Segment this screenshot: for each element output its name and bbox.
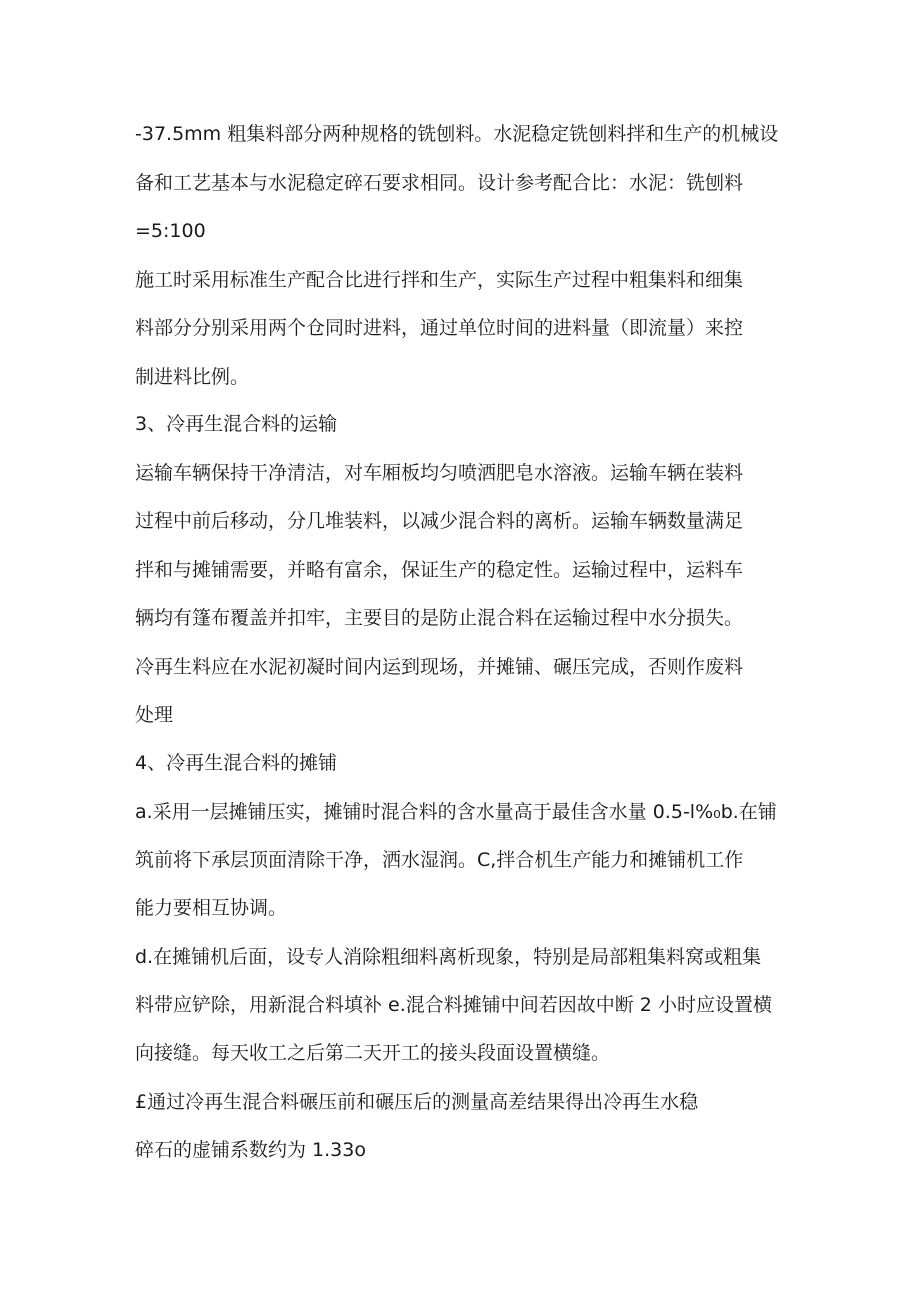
text-line: £通过冷再生混合料碾压前和碾压后的测量高差结果得出冷再生水稳 bbox=[135, 1091, 699, 1113]
text-line: 施工时采用标准生产配合比进行拌和生产，实际生产过程中粗集料和细集 bbox=[135, 269, 744, 291]
text-line: 制进料比例。 bbox=[135, 366, 250, 388]
text-line: -37.5mm 粗集料部分两种规格的铣刨料。水泥稳定铣刨料拌和生产的机械设 bbox=[135, 123, 779, 145]
text-line: 过程中前后移动，分几堆装料，以减少混合料的离析。运输车辆数量满足 bbox=[135, 510, 744, 532]
text-line: 备和工艺基本与水泥稳定碎石要求相同。设计参考配合比：水泥：铣刨料 bbox=[135, 172, 744, 194]
text-line: d.在摊铺机后面，设专人消除粗细料离析现象，特别是局部粗集料窝或粗集 bbox=[135, 946, 762, 968]
text-line: 碎石的虚铺系数约为 1.33o bbox=[135, 1139, 366, 1161]
text-line: 辆均有篷布覆盖并扣牢，主要目的是防止混合料在运输过程中水分损失。 bbox=[135, 607, 744, 629]
text-line: 拌和与摊铺需要，并略有富余，保证生产的稳定性。运输过程中，运料车 bbox=[135, 559, 744, 581]
text-line: 料部分分别采用两个仓同时进料，通过单位时间的进料量（即流量）来控 bbox=[135, 317, 744, 339]
text-line: 料带应铲除，用新混合料填补 e.混合料摊铺中间若因故中断 2 小时应设置横 bbox=[135, 994, 772, 1016]
section-heading: 4、冷再生混合料的摊铺 bbox=[135, 752, 338, 774]
section-heading: 3、冷再生混合料的运输 bbox=[135, 413, 338, 435]
text-line: 冷再生料应在水泥初凝时间内运到现场，并摊铺、碾压完成，否则作废料 bbox=[135, 656, 744, 678]
text-line: 向接缝。每天收工之后第二天开工的接头段面设置横缝。 bbox=[135, 1042, 611, 1064]
text-line: 处理 bbox=[135, 704, 174, 726]
text-line: =5:100 bbox=[135, 220, 206, 242]
text-line: a.采用一层摊铺压实，摊铺时混合料的含水量高于最佳含水量 0.5-l%₀b.在铺 bbox=[135, 801, 777, 823]
text-line: 能力要相互协调。 bbox=[135, 897, 288, 919]
text-line: 筑前将下承层顶面清除干净，洒水湿润。C,拌合机生产能力和摊铺机工作 bbox=[135, 849, 744, 871]
text-line: 运输车辆保持干净清洁，对车厢板均匀喷洒肥皂水溶液。运输车辆在装料 bbox=[135, 462, 744, 484]
